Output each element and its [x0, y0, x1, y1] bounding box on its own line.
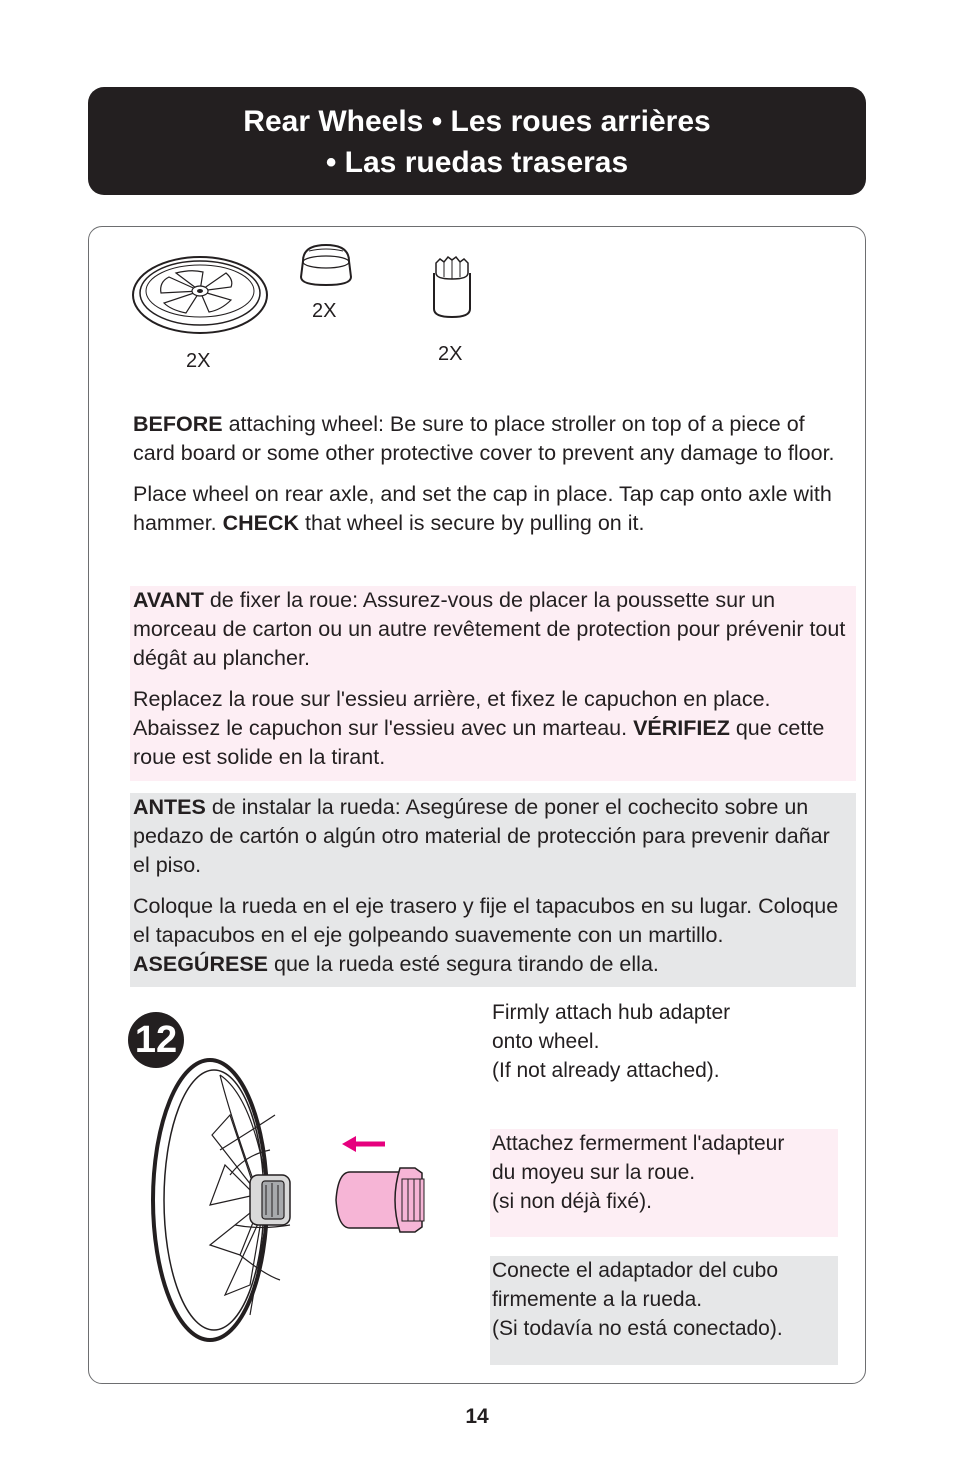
section-header [88, 87, 866, 195]
page-number: 14 [465, 1405, 489, 1428]
step-note-english: Firmly attach hub adapter onto wheel. (If not already attached). [492, 1001, 731, 1082]
header-line-2: • Las ruedas traseras [325, 146, 629, 179]
header-line-1: Rear Wheels • Les roues arrières [243, 105, 711, 138]
french-instructions [130, 586, 856, 781]
spanish-instructions [130, 793, 856, 987]
hub-adapter-qty: 2X [438, 343, 463, 365]
fr-paragraph-1: AVANT de fixer la roue: Assurez-vous de placer la poussette sur un morceau de carton ou un autre revêtement de protection pour prévenir tout dégât au plancher. [133, 588, 846, 670]
en-paragraph-1: BEFORE attaching wheel: Be sure to place stroller on top of a piece of card board or some other protective cover to prevent any damage to floor. [133, 412, 835, 465]
step-note-spanish: Conecte el adaptador del cubo firmemente a la rueda. (Si todavía no está conectado). [490, 1256, 838, 1365]
fr-paragraph-2: Replacez la roue sur l'essieu arrière, et fixez le capuchon en place. Abaissez le capuchon sur l'essieu avec un marteau. VÉRIFIEZ que cette roue est solide en la tirant. [133, 687, 825, 769]
wheel-part-illustration [131, 255, 269, 335]
english-instructions [133, 410, 849, 538]
hub-adapter-part-illustration [428, 253, 476, 319]
wheel-qty: 2X [186, 350, 211, 372]
en-paragraph-2: Place wheel on rear axle, and set the cap in place. Tap cap onto axle with hammer. CHECK that wheel is secure by pulling on it. [133, 482, 832, 535]
es-paragraph-1: ANTES de instalar la rueda: Asegúrese de poner el cochecito sobre un pedazo de cartón o algún otro material de protección para prevenir dañar el piso. [133, 795, 830, 877]
step-number-badge: 12 [128, 1012, 184, 1068]
step-note-french: Attachez fermerment l'adapteur du moyeu sur la roue. (si non déjà fixé). [490, 1129, 838, 1237]
cap-qty: 2X [312, 300, 337, 322]
wheel-assembly-illustration [150, 1055, 450, 1345]
cap-part-illustration [297, 241, 355, 289]
es-paragraph-2: Coloque la rueda en el eje trasero y fije el tapacubos en su lugar. Coloque el tapacubos en el eje golpeando suavemente con un martillo. ASEGÚRESE que la rueda esté segura tirando de ella. [133, 894, 839, 976]
